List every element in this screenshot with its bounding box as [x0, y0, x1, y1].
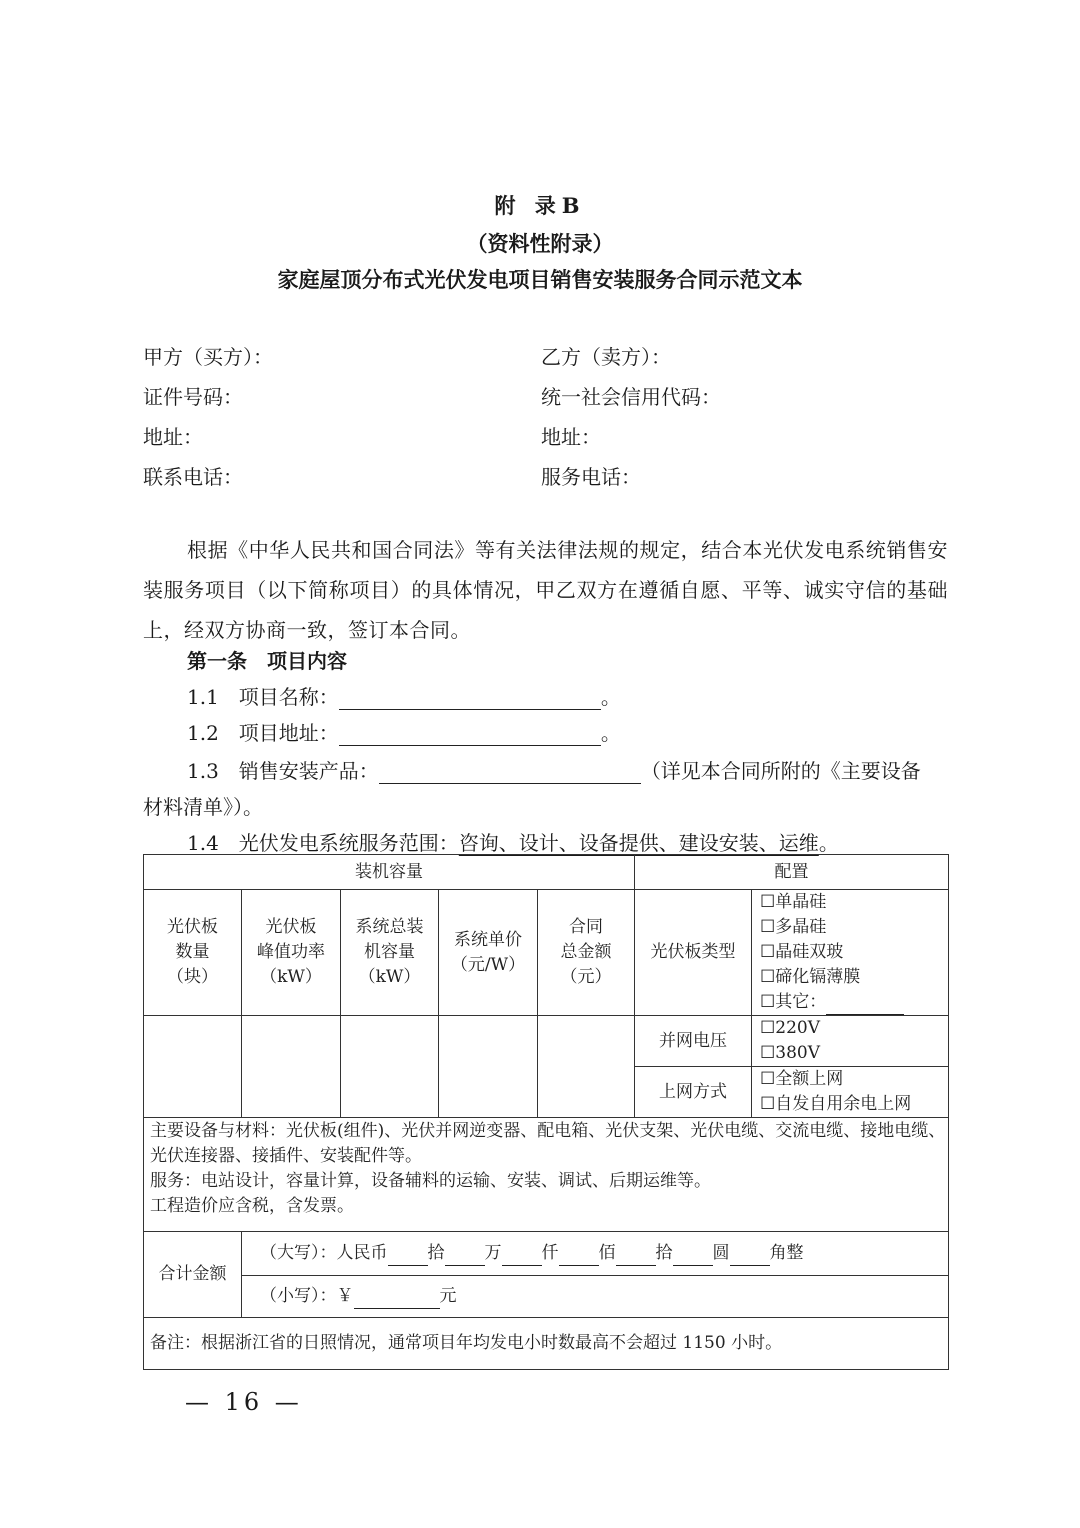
other-type-blank: [826, 996, 904, 1015]
equipment-services-cell: [144, 1118, 949, 1232]
upper-blank: [673, 1247, 713, 1266]
checkbox-poly-silicon[interactable]: ☐多晶硅: [760, 917, 827, 937]
value-unit-price: [439, 1016, 538, 1118]
tax-text: 工程造价应含税，含发票。: [150, 1196, 354, 1216]
party-a-name: 甲方（买方）：: [143, 345, 273, 369]
contract-title: 家庭屋顶分布式光伏发电项目销售安装服务合同示范文本: [277, 267, 803, 292]
service-scope: 咨询、设计、设备提供、建设安装、运维: [458, 831, 819, 855]
checkbox-self-use[interactable]: ☐自发自用余电上网: [760, 1094, 912, 1114]
equipment-text: 主要设备与材料：光伏板(组件)、光伏并网逆变器、配电箱、光伏支架、光伏电缆、交流电缆、接地电缆、光伏连接器、接插件、安装配件等。: [150, 1121, 946, 1166]
page-number: — 16 —: [185, 1388, 303, 1416]
capacity-header: 装机容量: [144, 855, 635, 890]
appendix-title: 附 录B: [494, 193, 586, 218]
products-blank: [379, 761, 641, 784]
grid-voltage-label: 并网电压: [635, 1016, 752, 1067]
upper-unit: 万: [484, 1243, 502, 1263]
upper-prefix: （大写）：人民币: [260, 1243, 388, 1263]
lower-unit: 元: [439, 1286, 457, 1306]
header-panel-count: 光伏板 数量 （块）: [144, 890, 242, 1016]
item-1-3-label: 1.3 销售安装产品：: [187, 759, 379, 783]
upper-blank: [445, 1247, 485, 1266]
party-b-phone: 服务电话：: [541, 465, 641, 489]
header-peak-power: 光伏板 峰值功率 （kW）: [242, 890, 341, 1016]
total-upper-cell: [242, 1232, 949, 1276]
item-1-4-period: 。: [818, 831, 839, 855]
party-b-id: 统一社会信用代码：: [541, 385, 721, 409]
upper-unit: 拾: [655, 1243, 673, 1263]
party-a-id: 证件号码：: [143, 385, 243, 409]
item-1-3-continued: 材料清单》）。: [143, 795, 263, 819]
upper-blank: [388, 1247, 428, 1266]
item-1-1-label: 1.1 项目名称：: [187, 685, 339, 709]
upper-unit: 圆: [712, 1243, 730, 1263]
panel-type-label: 光伏板类型: [635, 890, 752, 1016]
checkbox-other[interactable]: [752, 990, 948, 1015]
upper-blank: [730, 1247, 770, 1266]
header-total-capacity: 系统总装 机容量 （kW）: [341, 890, 439, 1016]
upper-unit: 拾: [427, 1243, 445, 1263]
item-1-4: [187, 827, 839, 856]
grid-mode-label: 上网方式: [635, 1067, 752, 1118]
upper-blank: [559, 1247, 599, 1266]
checkbox-full-grid[interactable]: ☐全额上网: [760, 1069, 844, 1089]
party-b-name: 乙方（卖方）：: [541, 345, 671, 369]
checkbox-other-label: ☐其它：: [760, 992, 827, 1012]
total-amount-label: 合计金额: [144, 1232, 242, 1318]
service-text: 服务：电站设计，容量计算，设备辅料的运输、安装、调试、后期运维等。: [150, 1171, 711, 1191]
panel-type-options: [752, 890, 949, 1016]
upper-blank: [616, 1247, 656, 1266]
value-panel-count: [144, 1016, 242, 1118]
item-1-3: [187, 755, 921, 784]
value-total-capacity: [341, 1016, 439, 1118]
checkbox-220v[interactable]: ☐220V: [760, 1018, 820, 1038]
grid-mode-options: [752, 1067, 949, 1118]
item-1-2-label: 1.2 项目地址：: [187, 721, 339, 745]
party-b-address: 地址：: [541, 425, 601, 449]
checkbox-380v[interactable]: ☐380V: [760, 1043, 820, 1063]
item-1-4-label: 1.4 光伏发电系统服务范围：: [187, 831, 459, 855]
config-header: 配置: [635, 855, 949, 890]
item-1-1: [187, 681, 621, 710]
value-total-amount: [538, 1016, 635, 1118]
upper-unit: 仟: [541, 1243, 559, 1263]
article1-title: 第一条 项目内容: [187, 649, 347, 673]
total-lower-cell: [242, 1276, 949, 1318]
upper-blank: [502, 1247, 542, 1266]
party-a-address: 地址：: [143, 425, 203, 449]
item-1-2-period: 。: [600, 721, 621, 745]
checkbox-mono-silicon[interactable]: ☐单晶硅: [760, 892, 827, 912]
header-total-amount: 合同 总金额 （元）: [538, 890, 635, 1016]
lower-blank: [354, 1290, 440, 1309]
project-address-blank: [339, 723, 601, 746]
item-1-2: [187, 717, 621, 746]
grid-voltage-options: [752, 1016, 949, 1067]
appendix-subtitle: （资料性附录）: [466, 231, 614, 256]
header-unit-price: 系统单价 （元/W）: [439, 890, 538, 1016]
item-1-1-period: 。: [600, 685, 621, 709]
checkbox-cdte-film[interactable]: ☐碲化镉薄膜: [760, 967, 861, 987]
upper-unit: 佰: [598, 1243, 616, 1263]
upper-unit: 角整: [769, 1243, 804, 1263]
item-1-3-note: （详见本合同所附的《主要设备: [640, 759, 921, 783]
remark-cell: 备注：根据浙江省的日照情况，通常项目年均发电小时数最高不会超过 1150 小时。: [144, 1318, 949, 1370]
project-name-blank: [339, 687, 601, 710]
lower-prefix: （小写）：￥: [260, 1286, 354, 1306]
checkbox-double-glass[interactable]: ☐晶硅双玻: [760, 942, 844, 962]
party-a-phone: 联系电话：: [143, 465, 243, 489]
intro-paragraph: 根据《中华人民共和国合同法》等有关法律法规的规定，结合本光伏发电系统销售安装服务项目（以下简称项目）的具体情况，甲乙双方在遵循自愿、平等、诚实守信的基础上，经双方协商一致，签订本合同。: [143, 538, 948, 642]
contract-table: [143, 854, 949, 1370]
value-peak-power: [242, 1016, 341, 1118]
